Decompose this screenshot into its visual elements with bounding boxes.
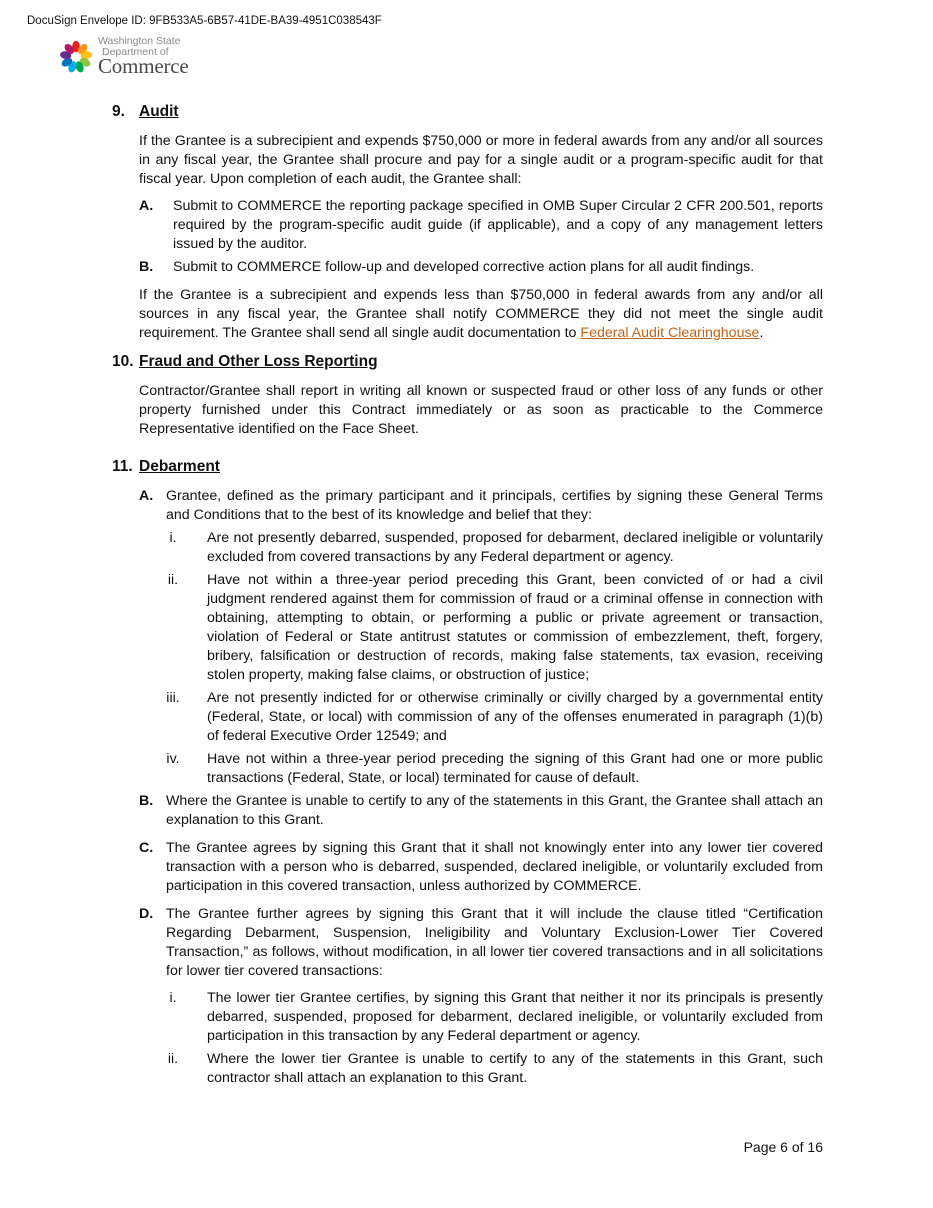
sub-marker: iii. <box>166 690 180 706</box>
logo-text <box>98 36 189 77</box>
commerce-logo <box>57 36 189 77</box>
section-number: 11. <box>112 458 133 475</box>
fraud-text: Contractor/Grantee shall report in writing all known or suspected fraud or other loss of any funds or other property furnished under this Contract immediately or as soon as practicable to the Commerce Representative identified on the Face Sheet. <box>139 383 823 437</box>
item-marker: C. <box>139 840 154 856</box>
sub-text: Are not presently debarred, suspended, proposed for debarment, declared ineligible or voluntarily excluded from covered transactions by any Federal department or agency. <box>207 530 823 565</box>
logo-burst-icon <box>57 38 95 76</box>
logo-line-3: Commerce <box>98 54 189 78</box>
section-heading-audit <box>112 102 179 121</box>
item-marker: B. <box>139 793 154 809</box>
section-number: 9. <box>112 103 125 120</box>
logo-line-1: Washington State <box>98 35 181 47</box>
section-heading-fraud <box>112 352 378 371</box>
sub-marker: iv. <box>166 751 180 767</box>
audit-intro: If the Grantee is a subrecipient and expends $750,000 or more in federal awards from any and/or all sources in any fiscal year, the Grantee shall procure and pay for a single audit or a program-specific audit for that fiscal year. Upon completion of each audit, the Grantee shall: <box>139 133 823 187</box>
item-marker: A. <box>139 488 154 504</box>
sub-text: Have not within a three-year period preceding the signing of this Grant had one or more public transactions (Federal, State, or local) terminated for cause of default. <box>207 751 823 786</box>
item-text: Submit to COMMERCE the reporting package specified in OMB Super Circular 2 CFR 200.501, reports required by the program-specific audit guide (if applicable), and a copy of any management letters issued by the auditor. <box>173 198 823 252</box>
item-text: The Grantee agrees by signing this Grant that it shall not knowingly enter into any lower tier covered transaction with a person who is debarred, suspended, declared ineligible, or voluntarily excluded from participation in this covered transaction, unless authorized by COMMERCE. <box>166 840 823 894</box>
logo-line-2: Department of <box>102 45 169 58</box>
sub-text: Where the lower tier Grantee is unable to certify to any of the statements in this Grant, such contractor shall attach an explanation to this Grant. <box>207 1051 823 1086</box>
audit-closing-text: If the Grantee is a subrecipient and expends less than $750,000 in federal awards from any and/or all sources in any fiscal year, the Grantee shall notify COMMERCE they did not meet the single audit requirement. The Grantee shall send all single audit documentation to <box>139 287 823 341</box>
sub-text: Have not within a three-year period preceding this Grant, been convicted of or had a civil judgment rendered against them for commission of fraud or a criminal offense in connection with obtaining, attempting to obtain, or performing a public or private agreement or transaction, violation of Federal or State antitrust statutes or commission of embezzlement, theft, forgery, bribery, falsification or destruction of records, making false statements, tax evasion, receiving stolen property, making false claims, or obstruction of justice; <box>207 572 823 683</box>
audit-closing-end: . <box>759 325 764 341</box>
sub-text: The lower tier Grantee certifies, by signing this Grant that neither it nor its principals is presently debarred, suspended, proposed for debarment, declared ineligible, or voluntarily excluded from participation in this transaction by any Federal department or agency. <box>207 990 823 1044</box>
section-title: Debarment <box>139 458 220 475</box>
federal-audit-clearinghouse-link[interactable]: Federal Audit Clearinghouse <box>580 325 760 341</box>
sub-marker: i. <box>169 990 177 1006</box>
sub-marker: i. <box>169 530 177 546</box>
sub-marker: ii. <box>167 1051 179 1067</box>
sub-text: Are not presently indicted for or otherwise criminally or civilly charged by a governmental entity (Federal, State, or local) with commission of any of the offenses enumerated in paragraph (1)(b) of federal Executive Order 12549; and <box>207 690 823 744</box>
section-title: Fraud and Other Loss Reporting <box>139 353 378 370</box>
item-text: The Grantee further agrees by signing this Grant that it will include the clause titled “Certification Regarding Debarment, Suspension, Ineligibility and Voluntary Exclusion-Lower Tier Covered Transaction,” as follows, without modification, in all lower tier covered transactions and in all solicitations for lower tier covered transactions: <box>166 906 823 979</box>
item-marker: A. <box>139 198 154 214</box>
audit-closing <box>139 286 823 343</box>
section-title: Audit <box>139 103 179 120</box>
section-heading-debarment <box>112 457 220 476</box>
docusign-envelope-id: DocuSign Envelope ID: 9FB533A5-6B57-41DE-BA39-4951C038543F <box>27 15 382 27</box>
item-marker: B. <box>139 259 154 275</box>
sub-marker: ii. <box>167 572 179 588</box>
item-text: Grantee, defined as the primary participant and it principals, certifies by signing these General Terms and Conditions that to the best of its knowledge and belief that they: <box>166 488 823 523</box>
item-text: Submit to COMMERCE follow-up and developed corrective action plans for all audit findings. <box>173 259 755 275</box>
page-number: Page 6 of 16 <box>743 1139 823 1155</box>
section-number: 10. <box>112 353 134 370</box>
item-marker: D. <box>139 906 154 922</box>
item-text: Where the Grantee is unable to certify to any of the statements in this Grant, the Grantee shall attach an explanation to this Grant. <box>166 793 823 828</box>
